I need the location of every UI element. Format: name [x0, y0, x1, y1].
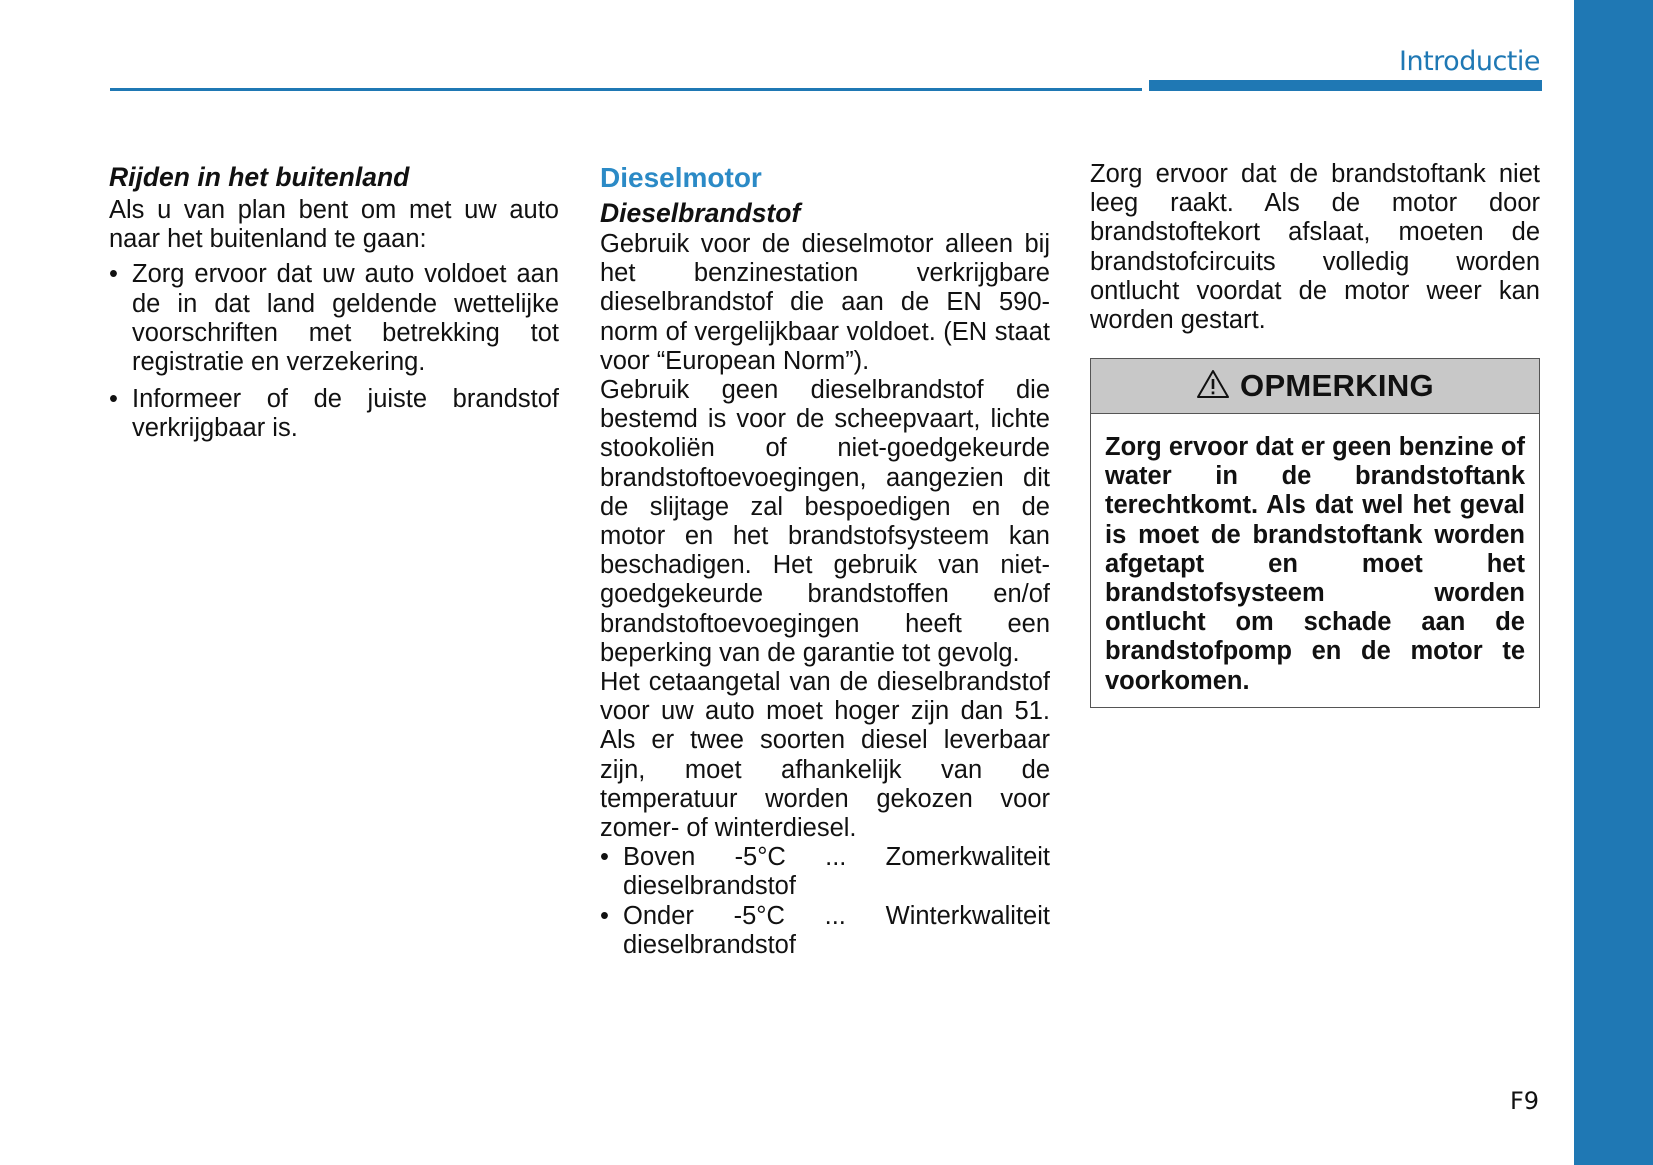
subheading-driving-abroad: Rijden in het buitenland [109, 162, 410, 192]
diesel-grade-list [600, 843, 1050, 960]
notice-box [1090, 358, 1540, 708]
list-item: • Onder -5°C ... Winterkwaliteit dieselbrandstof [600, 902, 1050, 960]
paragraph-fuel-warning: Gebruik geen dieselbrandstof die bestemd is voor de scheepvaart, lichte stookoliën of niet-goedgekeurde brandstoftoevoegingen, aangezien dit de slijtage zal bespoedigen en de motor en het brandstofsysteem kan beschadigen. Het gebruik van niet-goedgekeurde brandstoffen en/of brandstoftoevoegingen heeft een beperking van de garantie tot gevolg. [600, 376, 1050, 667]
heading-diesel-engine: Dieselmotor [600, 162, 762, 193]
notice-body: Zorg ervoor dat er geen benzine of water in de brandstoftank terechtkomt. Als dat wel het geval is moet de brandstoftank worden afgetapt en moet het brandstofsysteem worden ontlucht om schade aan de brandstofpomp en de motor te voorkomen. [1105, 433, 1525, 695]
notice-header [1091, 359, 1539, 414]
header-rule [110, 88, 1142, 91]
list-item: • Informeer of de juiste brandstof verkrijgbaar is. [109, 385, 559, 443]
column-fuel-tank [1090, 160, 1540, 335]
section-label: Introductie [1399, 46, 1540, 77]
paragraph-fuel-tank: Zorg ervoor dat de brandstoftank niet leeg raakt. Als de motor door brandstoftekort afslaat, moeten de brandstofcircuits volledig worden ontlucht voordat de motor weer kan worden gestart. [1090, 160, 1540, 335]
list-item: • Zorg ervoor dat uw auto voldoet aan de in dat land geldende wettelijke voorschriften met betrekking tot registratie en verzekering. [109, 260, 559, 377]
paragraph-fuel-standard: Gebruik voor de dieselmotor alleen bij het benzinestation verkrijgbare dieselbrandstof die aan de EN 590-norm of vergelijkbaar voldoet. (EN staat voor “European Norm”). [600, 230, 1050, 375]
paragraph-cetane: Het cetaangetal van de dieselbrandstof voor uw auto moet hoger zijn dan 51. Als er twee soorten diesel leverbaar zijn, moet afhankelijk van de temperatuur worden gekozen voor zomer- of winterdiesel. [600, 668, 1050, 843]
notice-title: OPMERKING [1240, 368, 1434, 403]
warning-triangle-icon [1196, 369, 1230, 404]
column-diesel [600, 160, 1050, 960]
requirements-list [109, 260, 559, 443]
header-rule-thick [1149, 80, 1542, 91]
intro-paragraph: Als u van plan bent om met uw auto naar het buitenland te gaan: [109, 196, 559, 254]
column-travel-abroad [109, 160, 559, 452]
list-item: • Boven -5°C ... Zomerkwaliteit dieselbrandstof [600, 843, 1050, 901]
subheading-diesel-fuel: Dieselbrandstof [600, 198, 801, 228]
chapter-side-tab [1574, 0, 1653, 1165]
page-number: F9 [1510, 1087, 1540, 1115]
